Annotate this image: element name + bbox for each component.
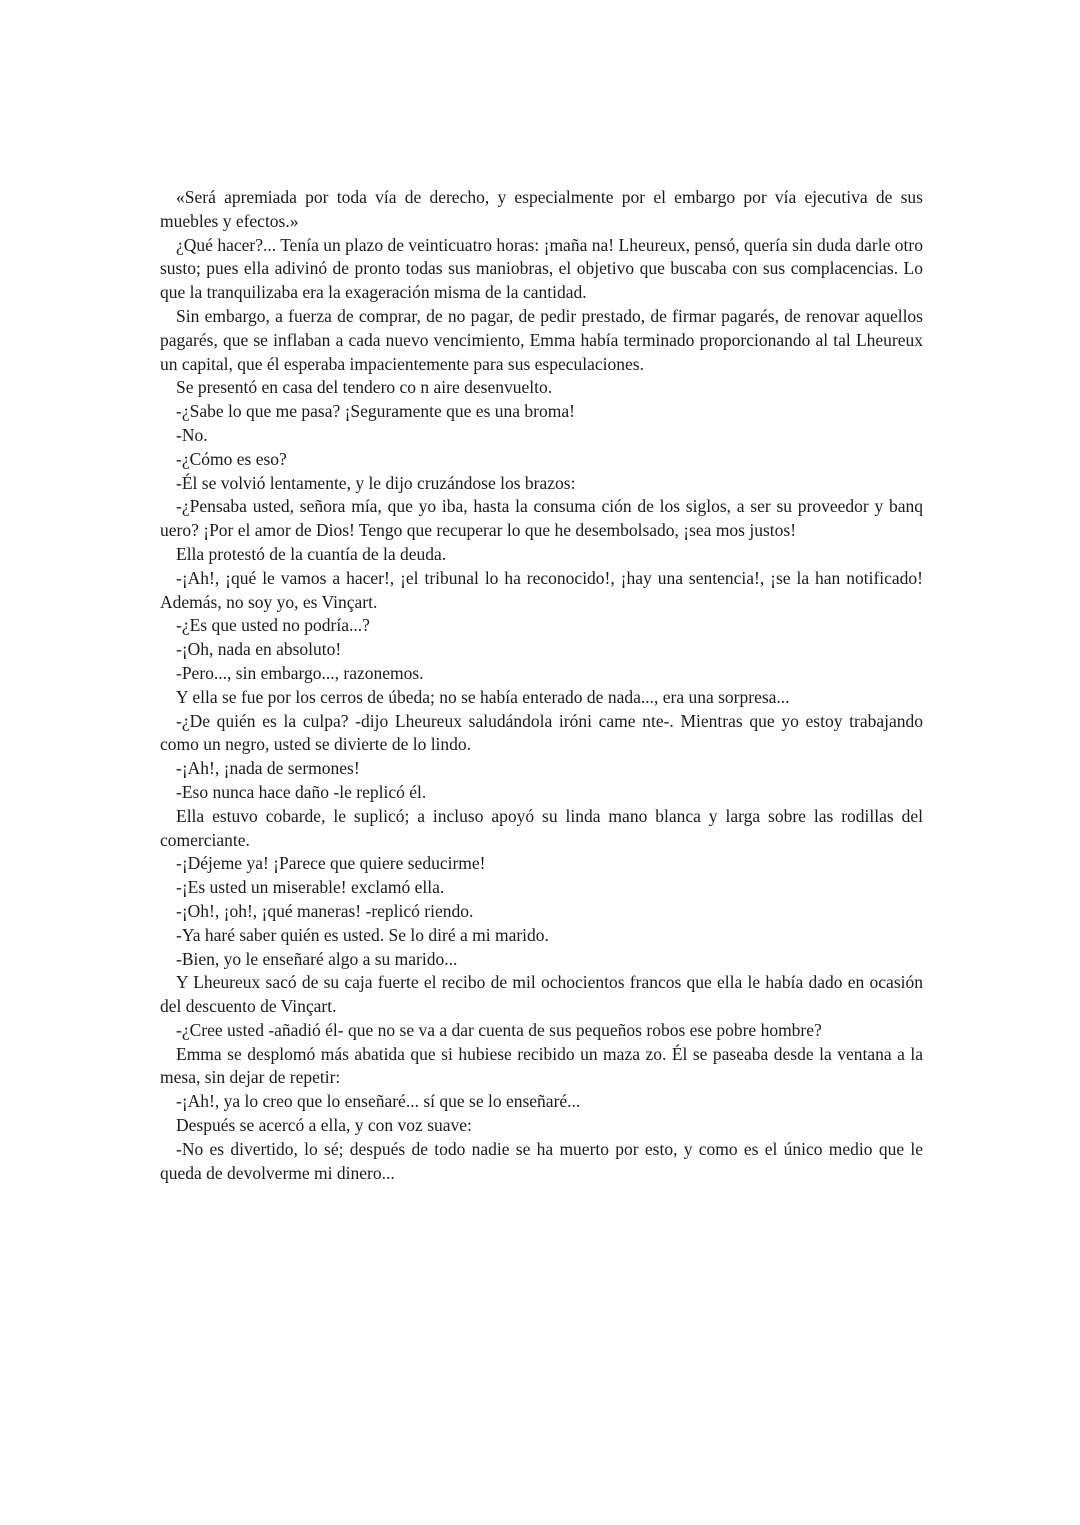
paragraph: -Bien, yo le enseñaré algo a su marido... (176, 948, 458, 969)
paragraph: -¿Sabe lo que me pasa? ¡Seguramente que es una broma! (176, 401, 575, 422)
paragraph: -Él se volvió lentamente, y le dijo cruzándose los brazos: (176, 472, 576, 493)
paragraph: -¡Oh!, ¡oh!, ¡qué maneras! -replicó riendo. (176, 900, 474, 921)
text-block (160, 186, 923, 1185)
paragraph: -¡Oh, nada en absoluto! (176, 639, 342, 660)
paragraph: -¡Ah!, ¡qué le vamos a hacer!, ¡el tribunal lo ha reconocido!, ¡hay una sentencia!, ¡se la han notificado! Además, no soy yo, es Vinçart. (160, 567, 923, 612)
paragraph: -Ya haré saber quién es usted. Se lo diré a mi marido. (176, 924, 549, 945)
paragraph: Ella protestó de la cuantía de la deuda. (176, 543, 447, 564)
paragraph: -¡Es usted un miserable! exclamó ella. (176, 877, 445, 898)
paragraph: -¿De quién es la culpa? -dijo Lheureux saludándola iróni came nte-. Mientras que yo estoy trabajando como un negro, usted se divierte de lo lindo. (160, 710, 923, 755)
paragraph: Se presentó en casa del tendero co n aire desenvuelto. (176, 377, 553, 398)
paragraph: -Eso nunca hace daño -le replicó él. (176, 781, 427, 802)
paragraph: -¡Ah!, ya lo creo que lo enseñaré... sí que se lo enseñaré... (176, 1091, 581, 1112)
paragraph: ¿Qué hacer?... Tenía un plazo de veinticuatro horas: ¡maña na! Lheureux, pensó, quería sin duda darle otro susto; pues ella adivinó de pronto todas sus maniobras, el objetivo que buscaba con sus complacencias. Lo que la tranquilizaba era la exageración misma de la cantidad. (160, 234, 923, 303)
paragraph: -No es divertido, lo sé; después de todo nadie se ha muerto por esto, y como es el único medio que le queda de devolverme mi dinero... (160, 1138, 923, 1183)
paragraph: Sin embargo, a fuerza de comprar, de no pagar, de pedir prestado, de firmar pagarés, de renovar aquellos pagarés, que se inflaban a cada nuevo vencimiento, Emma había terminado proporcionando al tal Lheureux un capital, que él esperaba impacientemente para sus especulaciones. (160, 305, 923, 374)
paragraph: Y ella se fue por los cerros de úbeda; no se había enterado de nada..., era una sorpresa... (176, 686, 790, 707)
paragraph: -¡Déjeme ya! ¡Parece que quiere seducirme! (176, 853, 486, 874)
paragraph: Y Lheureux sacó de su caja fuerte el recibo de mil ochocientos francos que ella le había dado en ocasión del descuento de Vinçart. (160, 972, 923, 1017)
paragraph: -¿Cómo es eso? (176, 448, 287, 469)
paragraph: -¿Es que usted no podría...? (176, 615, 370, 636)
paragraph: Ella estuvo cobarde, le suplicó; a incluso apoyó su linda mano blanca y larga sobre las rodillas del comerciante. (160, 805, 923, 850)
paragraph: Emma se desplomó más abatida que si hubiese recibido un maza zo. Él se paseaba desde la ventana a la mesa, sin dejar de repetir: (160, 1043, 923, 1088)
paragraph: Después se acercó a ella, y con voz suave: (176, 1115, 472, 1136)
paragraph: «Será apremiada por toda vía de derecho, y especialmente por el embargo por vía ejecutiva de sus muebles y efectos.» (160, 187, 923, 231)
paragraph: -¿Cree usted -añadió él- que no se va a dar cuenta de sus pequeños robos ese pobre hombre? (176, 1019, 822, 1040)
paragraph: -Pero..., sin embargo..., razonemos. (176, 662, 424, 683)
paragraph: -¿Pensaba usted, señora mía, que yo iba, hasta la consuma ción de los siglos, a ser su proveedor y banq uero? ¡Por el amor de Dios! Tengo que recuperar lo que he desembolsado, ¡sea mos justos! (160, 496, 923, 541)
paragraph: -¡Ah!, ¡nada de sermones! (176, 758, 360, 779)
paragraph: -No. (176, 424, 208, 445)
